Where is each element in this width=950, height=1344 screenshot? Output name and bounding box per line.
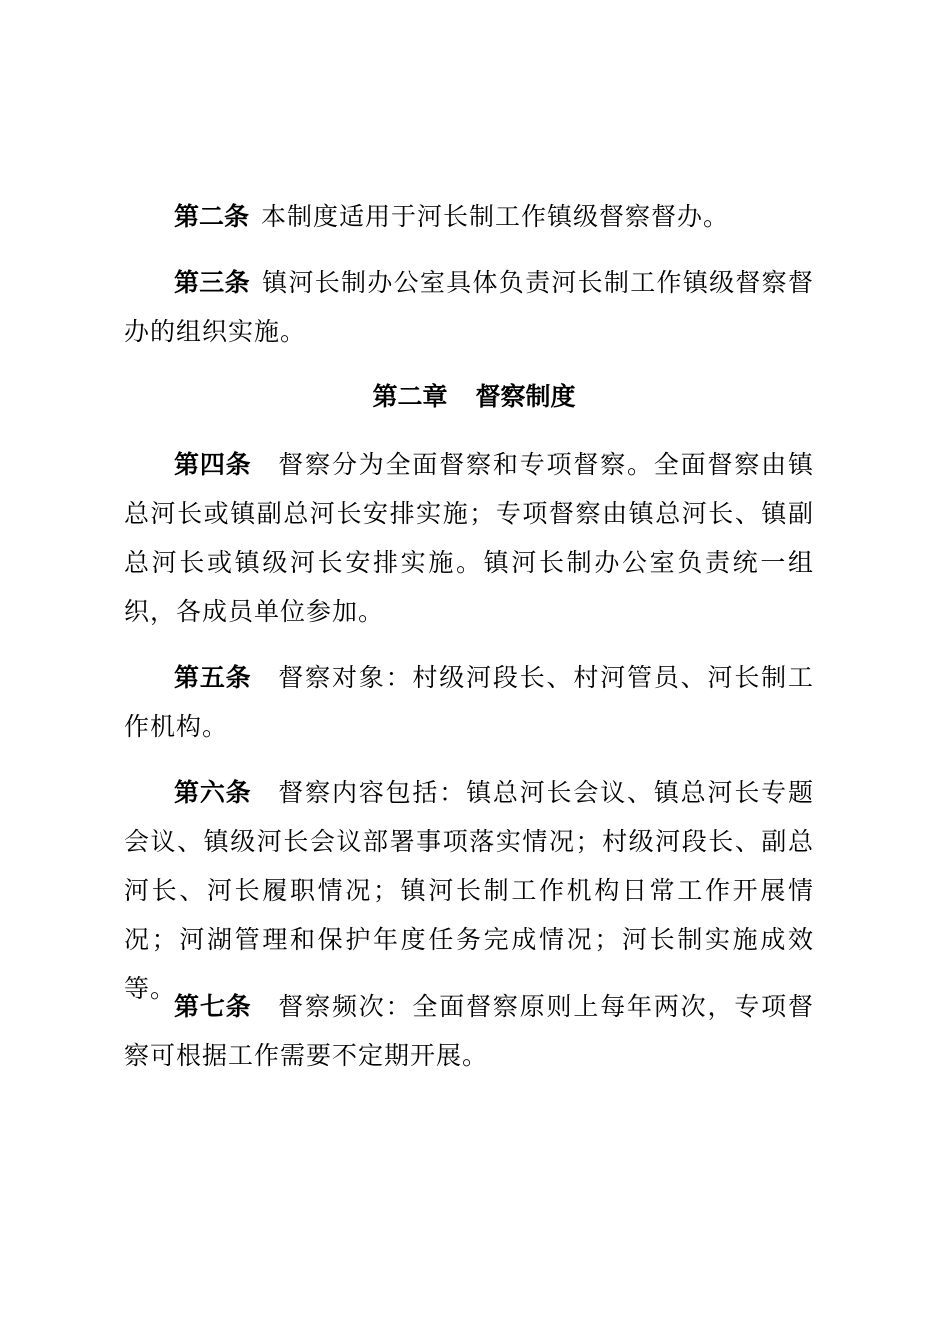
article-text: 督察内容包括：镇总河长会议、镇总河长专题会议、镇级河长会议部署事项落实情况；村级河段长、副总河长、河长履职情况；镇河长制工作机构日常工作开展情况；河湖管理和保护年度任务完成情况；河长制实施成效等。 [124, 778, 814, 1003]
article-text: 镇河长制办公室具体负责河长制工作镇级督察督办的组织实施。 [124, 268, 814, 346]
chapter-title: 督察制度 [475, 382, 576, 411]
article-2 [124, 192, 814, 241]
chapter-heading [124, 372, 824, 421]
article-text: 督察频次：全面督察原则上每年两次，专项督察可根据工作需要不定期开展。 [124, 992, 814, 1070]
article-6 [124, 768, 814, 1013]
article-text: 督察分为全面督察和专项督察。全面督察由镇总河长或镇副总河长安排实施；专项督察由镇总河长、镇副总河长或镇级河长安排实施。镇河长制办公室负责统一组织，各成员单位参加。 [124, 450, 814, 626]
article-3 [124, 258, 814, 356]
article-number: 第三条 [174, 268, 250, 297]
article-text: 本制度适用于河长制工作镇级督察督办。 [261, 202, 730, 231]
article-number: 第五条 [174, 663, 252, 692]
article-number: 第七条 [174, 992, 252, 1021]
article-7 [124, 982, 814, 1080]
article-5 [124, 653, 814, 751]
chapter-number: 第二章 [372, 382, 448, 411]
article-4 [124, 440, 814, 636]
article-number: 第六条 [174, 778, 252, 807]
article-number: 第四条 [174, 450, 252, 479]
article-number: 第二条 [174, 202, 250, 231]
article-text: 督察对象：村级河段长、村河管员、河长制工作机构。 [124, 663, 814, 741]
